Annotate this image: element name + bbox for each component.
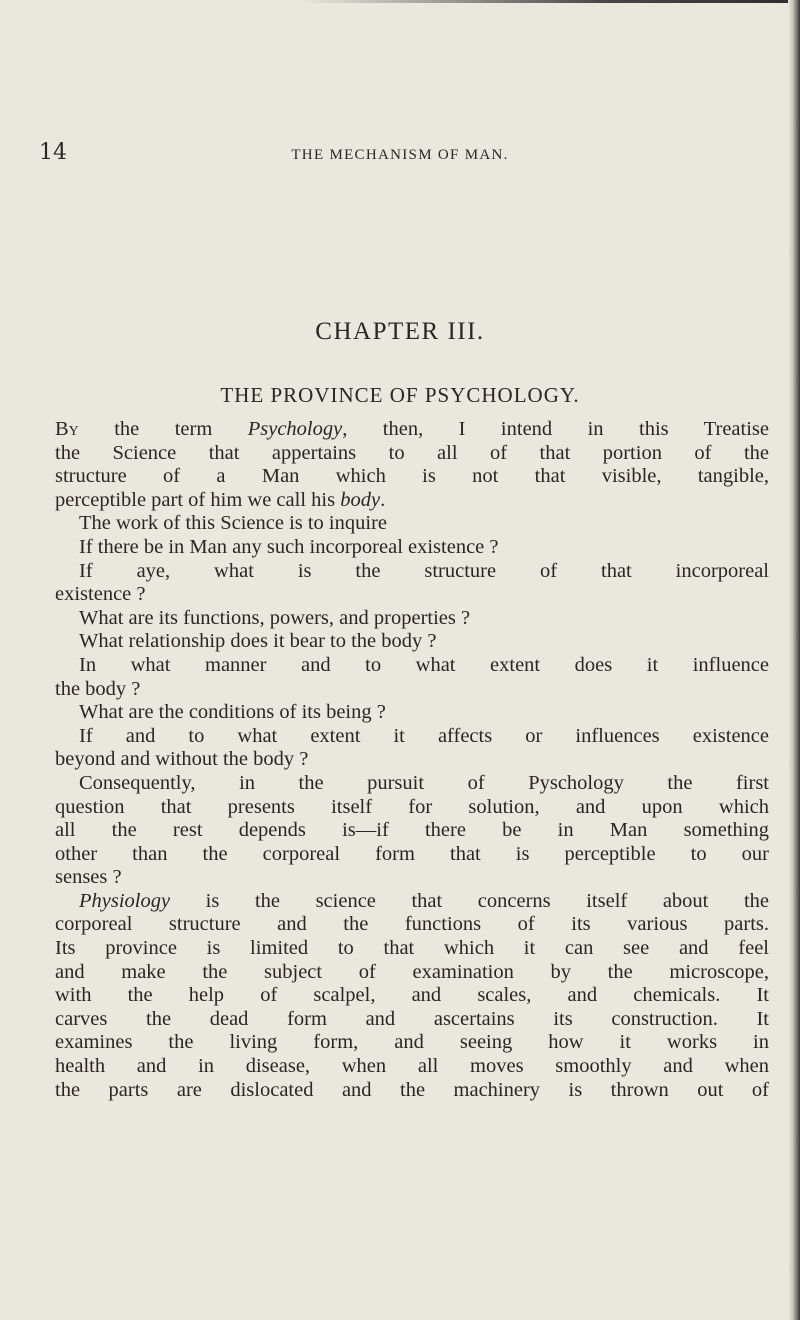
text-run: structure of a Man which is not that visible, tangible, xyxy=(55,465,769,488)
text-run: , then, I intend in this Treatise xyxy=(342,418,769,440)
text-run: existence ? xyxy=(55,583,146,606)
text-run: perceptible part of him we call his xyxy=(55,488,341,511)
text-run: the parts are dislocated and the machinery is thrown out of xyxy=(55,1078,769,1101)
text-line xyxy=(55,843,769,867)
text-run: If there be in Man any such incorporeal existence ? xyxy=(79,535,499,558)
text-line xyxy=(55,1055,769,1079)
text-line xyxy=(55,1031,769,1055)
body-text xyxy=(55,418,769,1102)
text-run: the Science that appertains to all of that portion of the xyxy=(55,441,769,464)
text-run: other than the corporeal form that is perceptible to our xyxy=(55,842,769,865)
text-line xyxy=(55,512,769,536)
page-number: 14 xyxy=(39,140,67,165)
text-run: What are the conditions of its being ? xyxy=(79,701,386,724)
text-line xyxy=(55,607,769,631)
text-run: beyond and without the body ? xyxy=(55,748,309,771)
text-run: the term xyxy=(78,418,248,440)
text-run: corporeal structure and the functions of its various parts. xyxy=(55,913,769,936)
text-line xyxy=(55,701,769,725)
text-run: health and in disease, when all moves smoothly and when xyxy=(55,1055,769,1078)
text-run: the body ? xyxy=(55,677,141,700)
text-line xyxy=(55,725,769,749)
chapter-heading: CHAPTER III. xyxy=(315,318,485,345)
italic-term: Psychology xyxy=(247,418,343,440)
page-right-edge-shadow xyxy=(788,0,800,1320)
text-run: Its province is limited to that which it can see and feel xyxy=(55,937,769,960)
text-run: Consequently, in the pursuit of Pyschology the first xyxy=(79,771,769,794)
text-line xyxy=(55,654,769,678)
text-line xyxy=(55,418,769,442)
text-line xyxy=(55,560,769,584)
text-line xyxy=(55,961,769,985)
text-line xyxy=(55,630,769,654)
text-run: all the rest depends is—if there be in Man something xyxy=(55,819,769,842)
small-caps-word: By xyxy=(55,418,79,440)
italic-term: body xyxy=(340,488,381,511)
text-line xyxy=(55,583,769,607)
text-line xyxy=(55,890,769,914)
text-run: If aye, what is the structure of that incorporeal xyxy=(79,559,769,582)
text-run: The work of this Science is to inquire xyxy=(79,512,388,535)
text-line xyxy=(55,442,769,466)
text-run: with the help of scalpel, and scales, and chemicals. It xyxy=(55,984,769,1007)
text-line xyxy=(55,984,769,1008)
text-run: What relationship does it bear to the body ? xyxy=(79,630,437,653)
text-run: and make the subject of examination by the microscope, xyxy=(55,960,769,983)
text-run: examines the living form, and seeing how it works in xyxy=(55,1031,769,1054)
text-line xyxy=(55,772,769,796)
text-line xyxy=(55,913,769,937)
text-run: is the science that concerns itself about the xyxy=(170,889,769,912)
text-line xyxy=(55,1079,769,1103)
text-line xyxy=(55,489,769,513)
text-run: . xyxy=(380,488,386,511)
text-line xyxy=(55,678,769,702)
text-line xyxy=(55,1008,769,1032)
italic-term: Physiology xyxy=(79,889,171,912)
text-run: senses ? xyxy=(55,866,122,889)
text-run: carves the dead form and ascertains its construction. It xyxy=(55,1007,769,1030)
text-line xyxy=(55,465,769,489)
text-run: question that presents itself for solution, and upon which xyxy=(55,795,769,818)
text-run: What are its functions, powers, and properties ? xyxy=(79,606,471,629)
text-line xyxy=(55,819,769,843)
text-run: If and to what extent it affects or influences existence xyxy=(79,724,769,747)
chapter-title: THE PROVINCE OF PSYCHOLOGY. xyxy=(220,383,580,407)
text-line xyxy=(55,937,769,961)
text-line xyxy=(55,536,769,560)
page-top-shadow xyxy=(300,0,800,3)
text-line xyxy=(55,866,769,890)
running-head: THE MECHANISM OF MAN. xyxy=(291,147,509,163)
text-run: In what manner and to what extent does it influence xyxy=(79,653,769,676)
text-line xyxy=(55,748,769,772)
text-line xyxy=(55,796,769,820)
